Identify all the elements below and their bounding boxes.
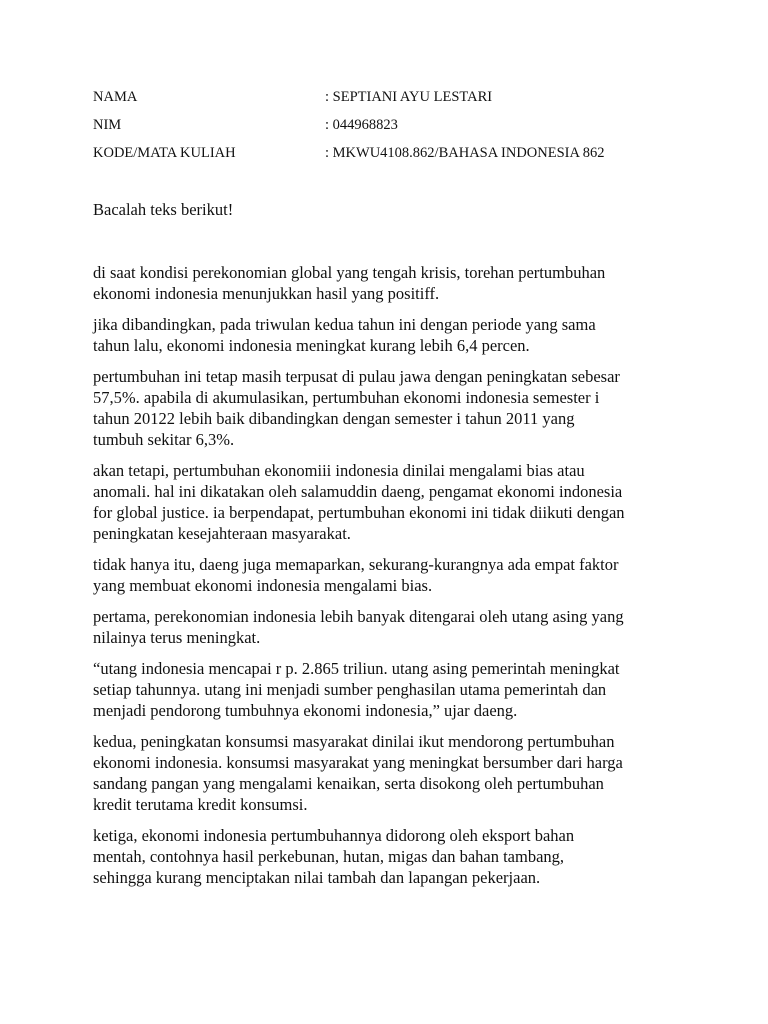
paragraph-line: sehingga kurang menciptakan nilai tambah dan lapangan pekerjaan. (93, 868, 541, 887)
paragraph-line: tidak hanya itu, daeng juga memaparkan, sekurang-kurangnya ada empat faktor (93, 555, 619, 574)
paragraph-line: sandang pangan yang mengalami kenaikan, serta disokong oleh pertumbuhan (93, 774, 604, 793)
paragraph (93, 366, 693, 450)
header-row-course (93, 144, 713, 172)
paragraph-line: pertama, perekonomian indonesia lebih banyak ditengarai oleh utang asing yang (93, 607, 624, 626)
paragraph-line: ekonomi indonesia. konsumsi masyarakat yang meningkat bersumber dari harga (93, 753, 623, 772)
paragraph (93, 554, 693, 596)
paragraph-line: kredit terutama kredit konsumsi. (93, 795, 308, 814)
instruction-text: Bacalah teks berikut! (93, 200, 234, 219)
paragraph-line: akan tetapi, pertumbuhan ekonomiii indonesia dinilai mengalami bias atau (93, 461, 585, 480)
paragraph-line: tahun lalu, ekonomi indonesia meningkat kurang lebih 6,4 percen. (93, 336, 530, 355)
paragraph-line: anomali. hal ini dikatakan oleh salamuddin daeng, pengamat ekonomi indonesia (93, 482, 623, 501)
header-value-nim: : 044968823 (325, 117, 398, 133)
paragraph-line: ketiga, ekonomi indonesia pertumbuhannya didorong oleh eksport bahan (93, 826, 575, 845)
paragraph-line: 57,5%. apabila di akumulasikan, pertumbuhan ekonomi indonesia semester i (93, 388, 600, 407)
paragraph-line: pertumbuhan ini tetap masih terpusat di pulau jawa dengan peningkatan sebesar (93, 367, 620, 386)
student-info-header (93, 88, 713, 172)
header-row-nim (93, 116, 713, 144)
paragraph-line: peningkatan kesejahteraan masyarakat. (93, 524, 351, 543)
paragraph-line: tahun 20122 lebih baik dibandingkan dengan semester i tahun 2011 yang (93, 409, 575, 428)
paragraph-line: ekonomi indonesia menunjukkan hasil yang positiff. (93, 284, 440, 303)
paragraph-line: setiap tahunnya. utang ini menjadi sumber penghasilan utama pemerintah dan (93, 680, 607, 699)
paragraph-line: kedua, peningkatan konsumsi masyarakat dinilai ikut mendorong pertumbuhan (93, 732, 615, 751)
paragraph (93, 825, 693, 888)
paragraph-line: “utang indonesia mencapai r p. 2.865 triliun. utang asing pemerintah meningkat (93, 659, 620, 678)
header-label-nim: NIM (93, 117, 122, 133)
paragraph (93, 314, 693, 356)
header-row-name (93, 88, 713, 116)
paragraph-line: nilainya terus meningkat. (93, 628, 261, 647)
header-value-name: : SEPTIANI AYU LESTARI (325, 89, 493, 105)
header-label-name: NAMA (93, 89, 138, 105)
paragraph-line: for global justice. ia berpendapat, pertumbuhan ekonomi ini tidak diikuti dengan (93, 503, 625, 522)
paragraph-line: menjadi pendorong tumbuhnya ekonomi indonesia,” ujar daeng. (93, 701, 518, 720)
paragraph-line: yang membuat ekonomi indonesia mengalami bias. (93, 576, 433, 595)
paragraph (93, 262, 693, 304)
paragraph (93, 731, 693, 815)
header-label-course: KODE/MATA KULIAH (93, 145, 236, 161)
article-body (93, 262, 693, 898)
paragraph-line: jika dibandingkan, pada triwulan kedua tahun ini dengan periode yang sama (93, 315, 596, 334)
paragraph (93, 460, 693, 544)
header-value-course: : MKWU4108.862/BAHASA INDONESIA 862 (325, 145, 605, 161)
paragraph-line: di saat kondisi perekonomian global yang tengah krisis, torehan pertumbuhan (93, 263, 606, 282)
paragraph (93, 606, 693, 648)
paragraph-line: tumbuh sekitar 6,3%. (93, 430, 235, 449)
paragraph (93, 658, 693, 721)
paragraph-line: mentah, contohnya hasil perkebunan, hutan, migas dan bahan tambang, (93, 847, 565, 866)
